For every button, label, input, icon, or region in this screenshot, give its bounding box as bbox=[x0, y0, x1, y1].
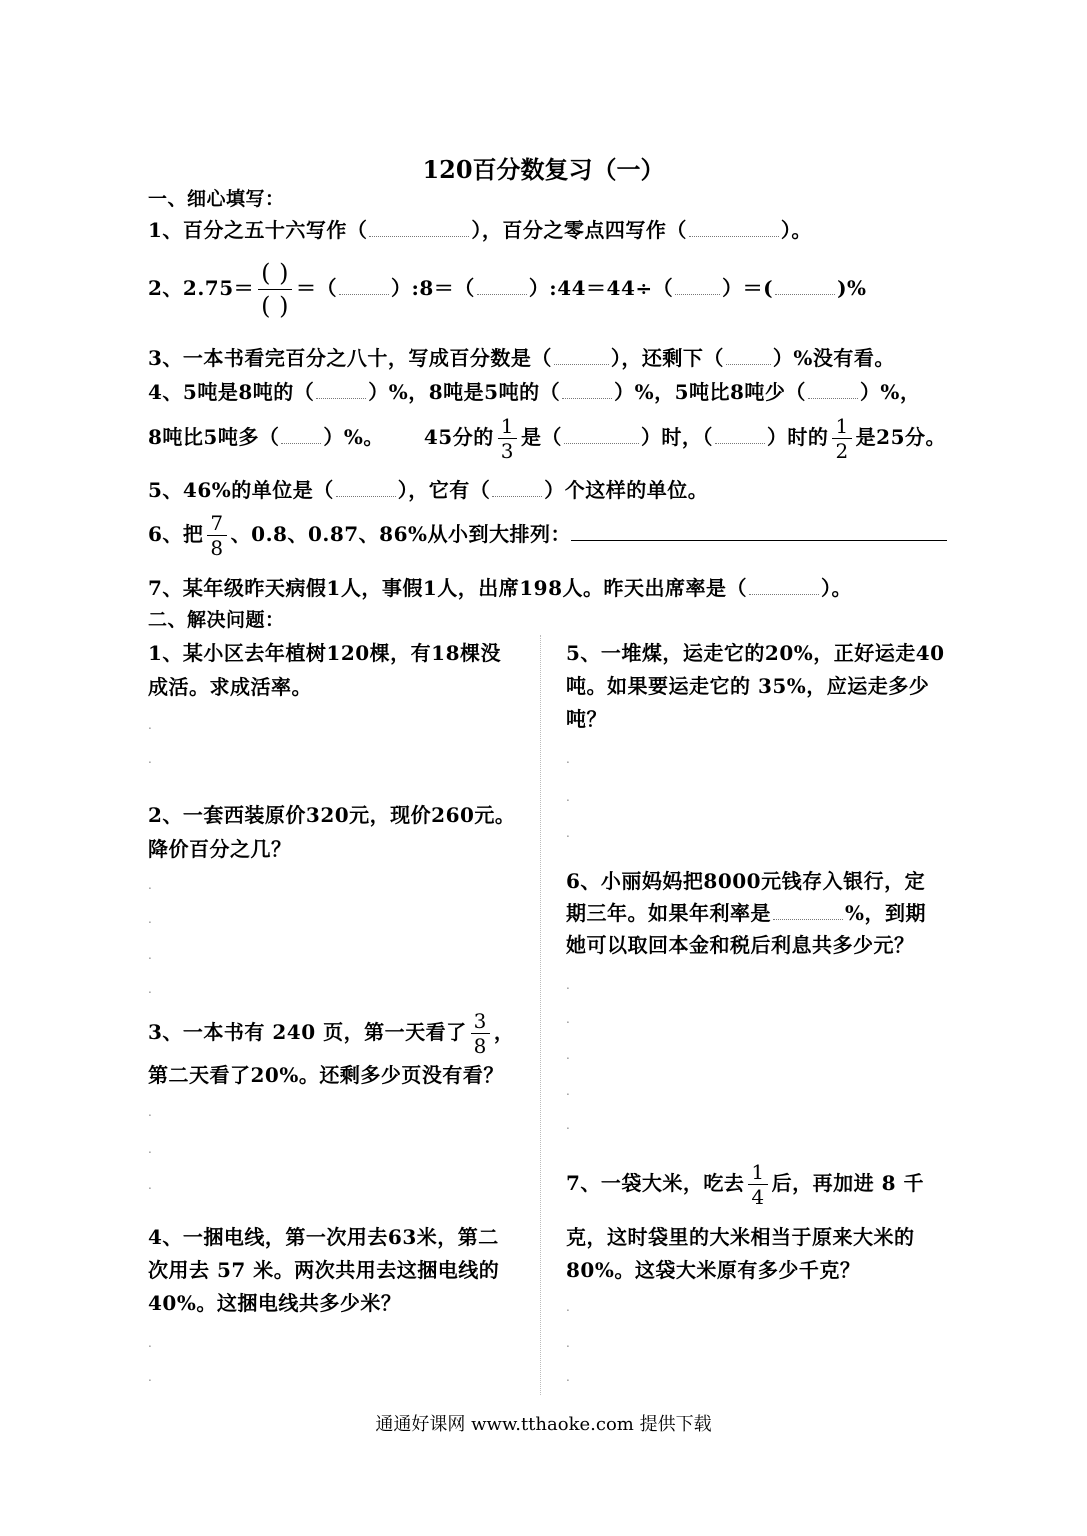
scan-dot: . bbox=[566, 790, 570, 804]
question-1-7 bbox=[148, 576, 852, 600]
scan-dot: . bbox=[148, 752, 152, 766]
section1-heading: 一、细心填写： bbox=[148, 188, 285, 210]
q3-text-c: ）%没有看。 bbox=[772, 346, 895, 370]
answer-blank[interactable] bbox=[492, 482, 542, 497]
q2-text-d: ）:44＝44÷（ bbox=[528, 276, 674, 300]
problem-5-line3: 吨？ bbox=[566, 707, 607, 731]
p6-text-b: %，到期 bbox=[845, 901, 927, 925]
problem-4-line3: 40%。这捆电线共多少米？ bbox=[148, 1291, 402, 1315]
section2-heading: 二、解决问题： bbox=[148, 609, 285, 631]
answer-blank[interactable] bbox=[749, 580, 819, 595]
answer-blank[interactable] bbox=[715, 429, 765, 444]
answer-line[interactable] bbox=[571, 522, 947, 541]
fraction-denominator: 8 bbox=[210, 536, 224, 560]
q4-text-g: 45分的 bbox=[423, 425, 494, 449]
scan-dot: . bbox=[148, 1105, 152, 1119]
answer-blank[interactable] bbox=[339, 280, 389, 295]
p7-text-b: 后，再加进 8 千 bbox=[771, 1171, 924, 1195]
q2-text-a: 2、2.75＝ bbox=[148, 276, 255, 300]
p3-text-a: 3、一本书有 240 页，第一天看了 bbox=[148, 1020, 467, 1044]
q4-text-c: ）%，5吨比8吨少（ bbox=[614, 380, 806, 404]
scan-dot: . bbox=[566, 826, 570, 840]
q4-text-f: ）%。 bbox=[323, 425, 384, 449]
fraction-denominator: 3 bbox=[500, 439, 514, 463]
scan-dot: . bbox=[566, 1370, 570, 1384]
problem-4-line2: 次用去 57 米。两次共用去这捆电线的 bbox=[148, 1258, 500, 1282]
q1-text-b: ），百分之零点四写作（ bbox=[471, 218, 687, 242]
answer-blank[interactable] bbox=[316, 384, 366, 399]
problem-2-line1: 2、一套西装原价320元，现价260元。 bbox=[148, 803, 516, 827]
q2-text-f: )% bbox=[837, 276, 867, 300]
fraction-numerator: 1 bbox=[500, 414, 514, 438]
question-1-4-line1 bbox=[148, 380, 920, 404]
q3-text-a: 3、一本书看完百分之八十，写成百分数是（ bbox=[148, 346, 552, 370]
problem-7-line3: 80%。这袋大米原有多少千克？ bbox=[566, 1258, 861, 1282]
scan-dot: . bbox=[148, 982, 152, 996]
fraction-numerator: 7 bbox=[210, 511, 224, 535]
answer-blank[interactable] bbox=[689, 222, 779, 237]
q2-text-c: ）:8＝（ bbox=[391, 276, 475, 300]
scan-dot: . bbox=[566, 1012, 570, 1026]
scan-dot: . bbox=[566, 978, 570, 992]
q4-text-k: 是25分。 bbox=[855, 425, 947, 449]
answer-blank[interactable] bbox=[775, 280, 835, 295]
q4-text-j: ）时的 bbox=[766, 425, 829, 449]
problem-4-line1: 4、一捆电线，第一次用去63米，第二 bbox=[148, 1225, 499, 1249]
question-1-1 bbox=[148, 218, 812, 242]
problem-1-line1: 1、某小区去年植树120棵，有18棵没 bbox=[148, 641, 501, 665]
scan-dot: . bbox=[148, 948, 152, 962]
problem-3-line2: 第二天看了20%。还剩多少页没有看？ bbox=[148, 1063, 504, 1087]
fraction-one-third bbox=[498, 415, 517, 462]
answer-blank[interactable] bbox=[564, 429, 639, 444]
problem-2-line2: 降价百分之几？ bbox=[148, 837, 292, 861]
q4-text-h: 是（ bbox=[520, 425, 562, 449]
column-divider bbox=[540, 635, 541, 1395]
question-1-6 bbox=[148, 512, 947, 559]
q4-text-i: ）时，（ bbox=[640, 425, 713, 449]
q7-text-b: ）。 bbox=[821, 576, 852, 600]
scan-dot: . bbox=[566, 1084, 570, 1098]
q1-text-a: 1、百分之五十六写作（ bbox=[148, 218, 368, 242]
scan-dot: . bbox=[566, 1336, 570, 1350]
answer-blank[interactable] bbox=[477, 280, 527, 295]
scan-dot: . bbox=[148, 1336, 152, 1350]
p6-text-a: 期三年。如果年利率是 bbox=[566, 901, 771, 925]
fraction-denominator: 2 bbox=[835, 439, 849, 463]
answer-blank[interactable] bbox=[336, 482, 396, 497]
footer-source: 通通好课网 www.tthaoke.com 提供下载 bbox=[375, 1414, 712, 1435]
p3-text-b: ， bbox=[493, 1020, 515, 1044]
fraction-three-eighths bbox=[471, 1010, 490, 1057]
p7-text-a: 7、一袋大米，吃去 bbox=[566, 1171, 745, 1195]
q5-text-a: 5、46%的单位是（ bbox=[148, 478, 334, 502]
scan-dot: . bbox=[148, 912, 152, 926]
fraction-numerator: 1 bbox=[835, 414, 849, 438]
question-1-2 bbox=[148, 258, 867, 321]
answer-blank[interactable] bbox=[554, 350, 609, 365]
problem-6-line3: 她可以取回本金和税后利息共多少元？ bbox=[566, 933, 915, 957]
fraction-denominator: 4 bbox=[751, 1185, 765, 1209]
q4-text-e: 8吨比5吨多（ bbox=[148, 425, 280, 449]
q6-text-b: 、0.8、0.87、86%从小到大排列： bbox=[230, 522, 571, 546]
question-1-4-line2 bbox=[148, 415, 946, 462]
q5-text-c: ）个这样的单位。 bbox=[544, 478, 709, 502]
scan-dot: . bbox=[566, 752, 570, 766]
problem-5-line1: 5、一堆煤，运走它的20%，正好运走40 bbox=[566, 641, 945, 665]
q7-text-a: 7、某年级昨天病假1人，事假1人，出席198人。昨天出席率是（ bbox=[148, 576, 747, 600]
q2-text-b: ＝（ bbox=[296, 276, 337, 300]
fraction-one-quarter bbox=[748, 1161, 767, 1208]
q6-text-a: 6、把 bbox=[148, 522, 204, 546]
scan-dot: . bbox=[148, 1370, 152, 1384]
scan-dot: . bbox=[566, 1118, 570, 1132]
fraction-numerator: 1 bbox=[751, 1160, 765, 1184]
scan-dot: . bbox=[148, 1142, 152, 1156]
q4-text-d: ）%， bbox=[859, 380, 921, 404]
question-1-5 bbox=[148, 478, 708, 502]
scan-dot: . bbox=[566, 1300, 570, 1314]
q3-text-b: ），还剩下（ bbox=[610, 346, 724, 370]
scan-dot: . bbox=[566, 1048, 570, 1062]
fraction-blank bbox=[258, 258, 292, 321]
problem-7-line1 bbox=[566, 1161, 924, 1208]
problem-1-line2: 成活。求成活率。 bbox=[148, 675, 312, 699]
q5-text-b: ），它有（ bbox=[397, 478, 491, 502]
answer-blank[interactable] bbox=[281, 429, 321, 444]
answer-blank[interactable] bbox=[562, 384, 612, 399]
problem-6-line1: 6、小丽妈妈把8000元钱存入银行，定 bbox=[566, 869, 926, 893]
q4-text-b: ）%，8吨是5吨的（ bbox=[368, 380, 561, 404]
answer-blank[interactable] bbox=[808, 384, 858, 399]
answer-blank[interactable] bbox=[726, 350, 771, 365]
fraction-one-half bbox=[832, 415, 851, 462]
fraction-denominator: ( ) bbox=[261, 292, 289, 320]
problem-3-line1 bbox=[148, 1010, 514, 1057]
scan-dot: . bbox=[148, 878, 152, 892]
fraction-numerator: ( ) bbox=[261, 259, 289, 287]
scan-dot: . bbox=[148, 718, 152, 732]
answer-blank[interactable] bbox=[369, 222, 469, 237]
problem-6-line2 bbox=[566, 901, 926, 925]
answer-blank[interactable] bbox=[675, 280, 720, 295]
fraction-denominator: 8 bbox=[473, 1034, 487, 1058]
problem-5-line2: 吨。如果要运走它的 35%，应运走多少 bbox=[566, 674, 930, 698]
fraction-numerator: 3 bbox=[473, 1009, 487, 1033]
q2-text-e: ）＝( bbox=[722, 276, 774, 300]
scan-dot: . bbox=[148, 1178, 152, 1192]
fraction-seven-eighths bbox=[207, 512, 226, 559]
q1-text-c: ）。 bbox=[780, 218, 812, 242]
q4-text-a: 4、5吨是8吨的（ bbox=[148, 380, 315, 404]
page-title: 120百分数复习（一） bbox=[422, 155, 665, 184]
problem-7-line2: 克，这时袋里的大米相当于原来大米的 bbox=[566, 1225, 915, 1249]
answer-blank[interactable] bbox=[773, 905, 843, 920]
question-1-3 bbox=[148, 346, 895, 370]
